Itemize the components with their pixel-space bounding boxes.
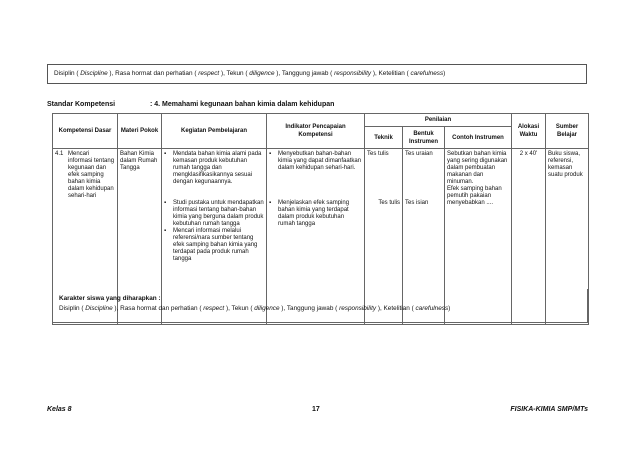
bullet-icon: ▪ (269, 151, 272, 157)
karakter-box (52, 289, 588, 323)
kegiatan-item: Mendata bahan kimia alami pada kemasan produk kebutuhan rumah tangga dan mengklasifikasikannya sesuai dengan kegunaannya. (173, 151, 262, 185)
teknik-item: Tes tulis (367, 151, 389, 157)
teknik-item: Tes tulis (378, 200, 400, 206)
text-segment: ), Tanggung jawab ( (279, 305, 340, 312)
kd-text: Mencari informasi tentang kegunaan dan efek samping bahan kimia dalam kehidupan sehari-hari (68, 151, 115, 199)
list-item (164, 228, 264, 263)
cell-alokasi: 2 x 40' (512, 149, 546, 325)
bullet-icon: ▪ (164, 151, 167, 157)
header-materi-pokok: Materi Pokok (118, 114, 162, 149)
cell-sumber: Buku siswa, referensi, kemasan suatu produk (546, 149, 589, 325)
karakter-text (59, 305, 581, 312)
header-penilaian: Penilaian (365, 114, 512, 127)
header-indikator: Indikator Pencapaian Kompetensi (267, 114, 365, 149)
text-segment: ), Rasa hormat dan perhatian ( (107, 70, 199, 77)
text-segment: ), Tekun ( (219, 70, 250, 77)
standar-value: : 4. Memahami kegunaan bahan kimia dalam kehidupan (150, 101, 335, 108)
text-segment: ), Ketelitian ( (376, 305, 416, 312)
text-segment: ), Tanggung jawab ( (274, 70, 335, 77)
footer-subject: FISIKA-KIMIA SMP/MTs (510, 406, 588, 413)
bullet-icon: ▪ (164, 200, 167, 206)
text-segment: ), Tekun ( (224, 305, 255, 312)
standar-label: Standar Kompetensi (47, 101, 116, 108)
text-segment: Disiplin ( (59, 305, 86, 312)
bentuk-item: Tes uraian (405, 151, 433, 157)
text-segment: carefulness (415, 305, 449, 312)
bentuk-item: Tes isian (405, 200, 429, 206)
list-item (269, 151, 362, 172)
text-segment: respect (198, 70, 220, 77)
karakter-title: Karakter siswa yang diharapkan : (59, 295, 161, 302)
kd-number: 4.1 (55, 151, 64, 157)
indikator-item: Menyebutkan bahan-bahan kimia yang dapat dimanfaatkan dalam kehidupan sehari-hari. (278, 151, 362, 171)
text-segment: respect (203, 305, 225, 312)
list-item (164, 200, 264, 228)
page-number: 17 (312, 406, 320, 413)
text-segment: carefulness (410, 70, 444, 77)
standar-kompetensi (47, 101, 587, 113)
text-segment: responsibility (334, 70, 372, 77)
header-bentuk: Bentuk Instrumen (403, 127, 445, 149)
kegiatan-item: Studi pustaka untuk mendapatkan informasi tentang bahan-bahan kimia yang berguna dalam produk kebutuhan rumah tangga (173, 200, 264, 227)
header-alokasi: Alokasi Waktu (512, 114, 546, 149)
header-contoh: Contoh Instrumen (445, 127, 512, 149)
header-row-1 (53, 114, 589, 127)
header-kegiatan: Kegiatan Pembelajaran (162, 114, 267, 149)
header-sumber: Sumber Belajar (546, 114, 589, 149)
text-segment: Discipline (80, 70, 108, 77)
indikator-item: Menjelaskan efek samping bahan kimia yang terdapat dalam produk kebutuhan rumah tangga (278, 200, 350, 227)
list-item (164, 151, 264, 186)
text-segment: ) (443, 70, 446, 77)
list-item (269, 200, 362, 228)
text-segment: ), Ketelitian ( (371, 70, 411, 77)
kegiatan-item: Mencari informasi melalui referensi/nara sumber tentang efek samping bahan kimia yang terdapat pada produk rumah tangga (173, 228, 258, 262)
contoh-item: Efek samping bahan pemutih pakaian menyebabkan .... (447, 186, 502, 206)
text-segment: diligence (254, 305, 280, 312)
bullet-icon: ▪ (164, 228, 167, 234)
character-box-top (47, 64, 587, 84)
text-segment: responsibility (339, 305, 377, 312)
text-segment: Discipline (85, 305, 113, 312)
text-segment: ) (448, 305, 451, 312)
contoh-item: Sebutkan bahan kimia yang sering digunakan dalam pembuatan makanan dan minuman. (447, 151, 508, 185)
text-segment: diligence (249, 70, 275, 77)
text-segment: ), Rasa hormat dan perhatian ( (112, 305, 204, 312)
footer-class: Kelas 8 (47, 406, 72, 413)
header-kompetensi-dasar: Kompetensi Dasar (53, 114, 118, 149)
header-teknik: Teknik (365, 127, 403, 149)
bullet-icon: ▪ (269, 200, 272, 206)
cell-materi: Bahan Kimia dalam Rumah Tangga (118, 149, 162, 325)
text-segment: Disiplin ( (54, 70, 81, 77)
